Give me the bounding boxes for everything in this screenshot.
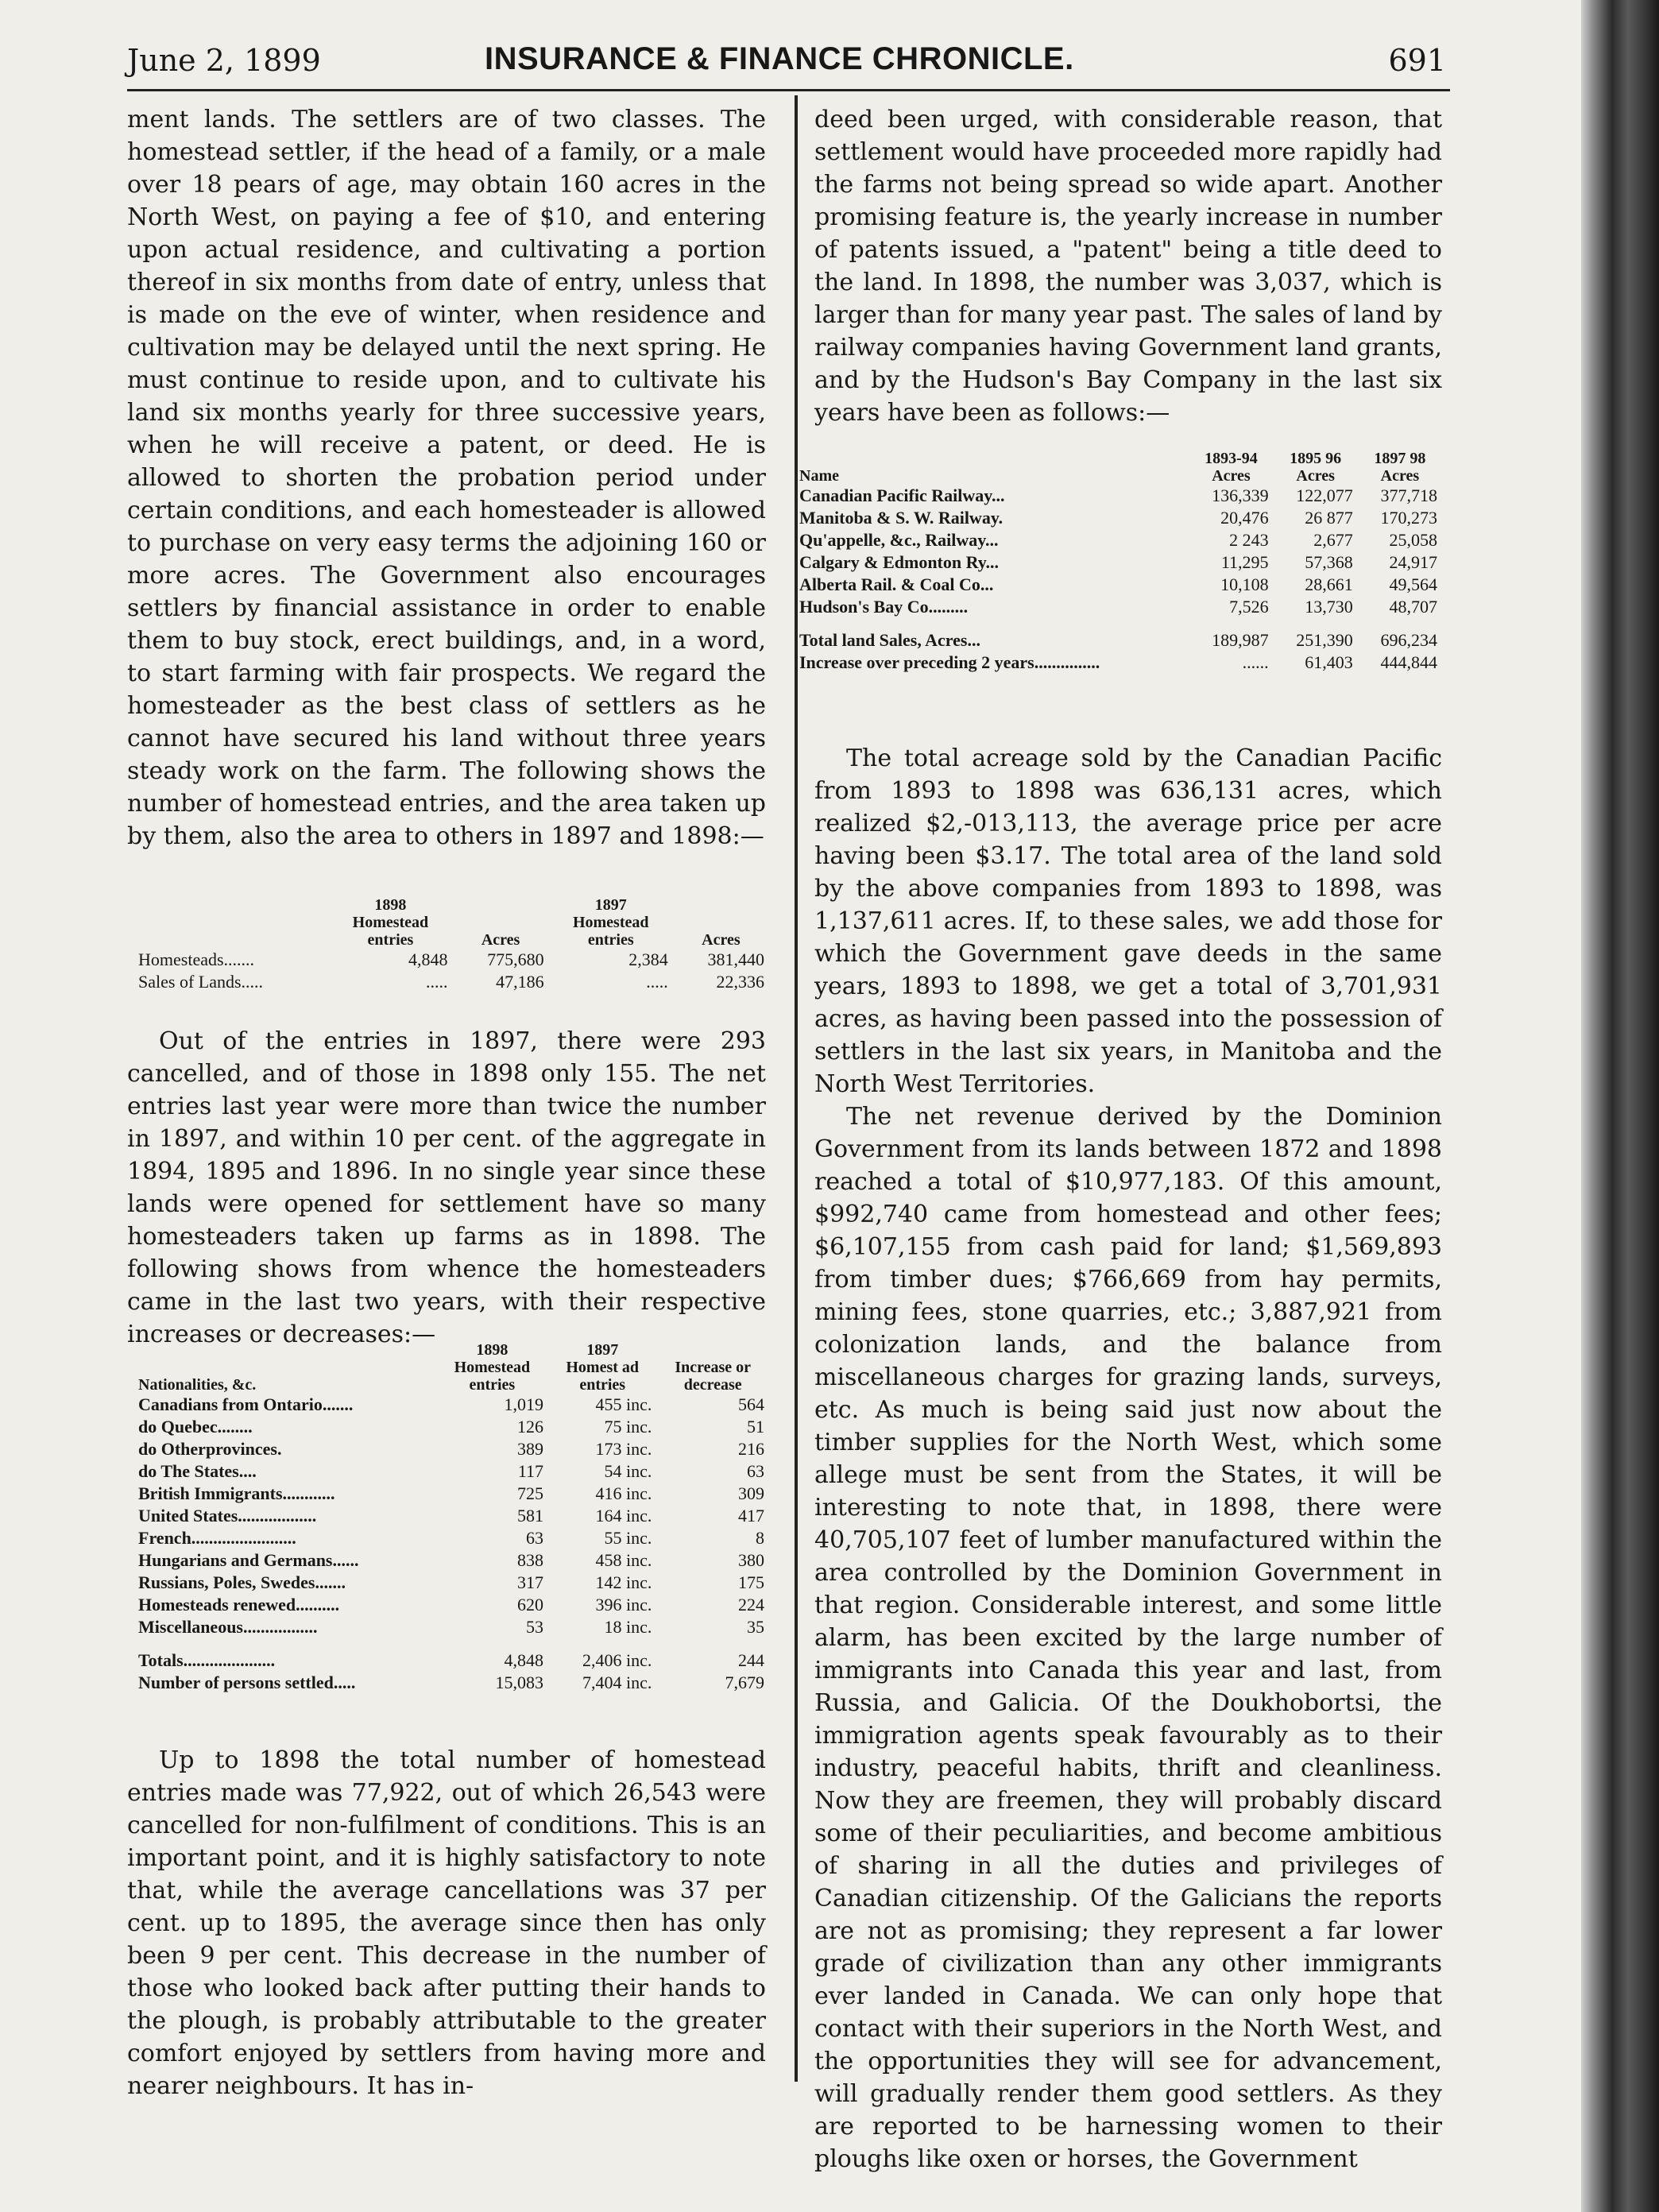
table-cell: 164 inc. (595, 1506, 652, 1526)
table-row-label: Hudson's Bay Co......... (799, 597, 969, 617)
table-cell: 444,844 (1380, 652, 1437, 672)
table-cell: 417 (738, 1506, 764, 1526)
table-cell: 564 (738, 1394, 764, 1414)
land-sales-table (795, 450, 1442, 674)
table-row (795, 551, 1442, 574)
table-cell: 2,406 inc. (582, 1650, 652, 1670)
table-header-cell: 1897 98 Acres (1374, 450, 1426, 485)
table-cell: 57,368 (1305, 552, 1353, 572)
table-row (795, 652, 1442, 674)
table-cell: 20,476 (1220, 508, 1269, 528)
table-header-cell: Nationalities, &c. (138, 1376, 257, 1394)
nationalities-table-grid (133, 1341, 769, 1694)
table-cell: 2,384 (628, 949, 668, 969)
table-cell: 173 inc. (595, 1439, 652, 1459)
table-row-label: British Immigrants............ (138, 1483, 335, 1503)
table-row (133, 1505, 769, 1527)
right-column-lower (814, 742, 1442, 2175)
table-cell: 75 inc. (604, 1417, 652, 1437)
table-row (133, 1483, 769, 1505)
table-row (133, 1527, 769, 1549)
nationalities-table (133, 1341, 769, 1694)
table-cell: 53 (526, 1617, 544, 1637)
right-paragraph-3: The net revenue derived by the Dominion Government from its lands between 1872 and 1898 reached a total of $10,977,183. Of this amount, $992,740 came from homestead and other fees; $6,107,155 from cash paid for land; $1,569,893 from timber dues; $766,669 from hay permits, mining fees, stone quarries, etc.; 3,887,921 from colonization lands, and the balance from miscellaneous charges for grazing lands, surveys, etc. As much is being said just now about the timber supplies for the North West, which some allege must be sent from the States, it will be interesting to note that, in 1898, there were 40,705,107 feet of lumber manufactured within the area controlled by the Dominion Government in that region. Considerable interest, and some little alarm, has been excited by the large number of immigrants into Canada this year and last, from Russia, and Galicia. Of the Doukhobortsi, the immigration agents speak favourably as to their industry, peaceful habits, thrift and cleanliness. Now they are freemen, they will probably discard some of their peculiarities, and become ambitious of sharing in all the duties and privileges of Canadian citizenship. Of the Galicians the reports are not as promising; they represent a far lower grade of civilization than any other immigrants ever landed in Canada. We can only hope that contact with their superiors in the North West, and the opportunities they will see for advancement, will gradually render them good settlers. As they are reported to be harnessing women to their ploughs like oxen or horses, the Government (814, 1103, 1442, 2173)
table-cell: 416 inc. (595, 1483, 652, 1503)
table-cell: ...... (1242, 652, 1269, 672)
table-cell: 54 inc. (604, 1461, 652, 1481)
table-row (133, 971, 769, 993)
table-cell: 175 (738, 1572, 764, 1592)
table-row (133, 1616, 769, 1638)
table-row-label: Hungarians and Germans...... (138, 1550, 359, 1570)
table-row-label: Canadians from Ontario....... (138, 1394, 354, 1414)
right-paragraph-2: The total acreage sold by the Canadian Pacific from 1893 to 1898 was 636,131 acres, which realized $2,-013,113, the average price per acre having been $3.17. The total area of the land sold by the above companies from 1893 to 1898, was 1,137,611 acres. If, to these sales, we add those for which the Government gave deeds in the same years, 1893 to 1898, we get a total of 3,701,931 acres, as having been passed into the possession of settlers in the last six years, in Manitoba and the North West Territories. (814, 744, 1442, 1098)
table-header-cell: Name (799, 467, 839, 485)
table-cell: 10,108 (1220, 574, 1269, 594)
table-cell: 142 inc. (595, 1572, 652, 1592)
table-row-label: Calgary & Edmonton Ry... (799, 552, 1000, 572)
table-row-label: Russians, Poles, Swedes....... (138, 1572, 346, 1592)
table-cell: 26 877 (1305, 508, 1353, 528)
table-row (133, 1594, 769, 1616)
table-row-label: do The States.... (138, 1461, 257, 1481)
left-paragraph-1: ment lands. The settlers are of two classes. The homestead settler, if the head of a family, or a male over 18 pears of age, may obtain 160 acres in the North West, on paying a fee of $10, and entering upon actual residence, and cultivating a portion thereof in six months from date of entry, unless that is made on the eve of winter, when residence and cultivation may be delayed until the next spring. He must continue to reside upon, and to cultivate his land six months yearly for three successive years, when he will receive a patent, or deed. He is allowed to shorten the probation period under certain conditions, and each homesteader is allowed to purchase on very easy terms the adjoining 160 or more acres. The Government also encourages settlers by financial assistance in order to enable them to buy stock, erect buildings, and, in a word, to start farming with fair prospects. We regard the homesteader as the best class of settlers as he cannot have secured his land without three years steady work on the farm. The following shows the number of homestead entries, and the area taken up by them, also the area to others in 1897 and 1898:— (127, 106, 766, 850)
table-cell: 126 (517, 1417, 544, 1437)
table-row-label: Canadian Pacific Railway... (799, 485, 1005, 505)
homestead-table-grid (133, 896, 769, 993)
table-row (795, 529, 1442, 551)
table-cell: 216 (738, 1439, 764, 1459)
table-cell: 380 (738, 1550, 764, 1570)
table-cell: 13,730 (1305, 597, 1353, 617)
table-cell: 25,058 (1389, 530, 1437, 550)
table-cell: 55 inc. (604, 1528, 652, 1548)
table-cell: 28,661 (1305, 574, 1353, 594)
header-title: INSURANCE & FINANCE CHRONICLE. (485, 41, 1074, 76)
homestead-table (133, 896, 769, 993)
table-cell: 11,295 (1220, 552, 1269, 572)
header-rule (127, 89, 1450, 91)
table-cell: 377,718 (1380, 485, 1437, 505)
table-cell: 4,848 (504, 1650, 544, 1670)
table-row-label: Totals..................... (138, 1650, 276, 1670)
page-number: 691 (1388, 43, 1446, 78)
table-row-label: Sales of Lands..... (138, 972, 264, 992)
table-row (133, 1438, 769, 1460)
table-row-label: United States.................. (138, 1506, 317, 1526)
table-cell: 309 (738, 1483, 764, 1503)
table-cell: 2,677 (1313, 530, 1353, 550)
left-column-mid (127, 1025, 766, 1351)
table-row-label: Total land Sales, Acres... (799, 630, 980, 650)
table-row (133, 1394, 769, 1416)
table-row (133, 1572, 769, 1594)
table-cell: 251,390 (1296, 630, 1353, 650)
table-cell: 63 (526, 1528, 544, 1548)
right-paragraph-1: deed been urged, with considerable reason, that settlement would have proceeded more rapidly had the farms not being spread so wide apart. Another promising feature is, the yearly increase in number of patents issued, a "patent" being a title deed to the land. In 1898, the number was 3,037, which is larger than for many year past. The sales of land by railway companies having Government land grants, and by the Hudson's Bay Company in the last six years have been as follows:— (814, 106, 1442, 427)
table-cell: 22,336 (716, 972, 764, 992)
page-header (127, 38, 1446, 86)
table-row-label: Qu'appelle, &c., Railway... (799, 530, 999, 550)
table-cell: 170,273 (1380, 508, 1437, 528)
table-row (133, 1416, 769, 1438)
table-cell: 317 (517, 1572, 544, 1592)
table-cell: 2 243 (1229, 530, 1269, 550)
left-paragraph-3: Up to 1898 the total number of homestead entries made was 77,922, out of which 26,543 were cancelled for non-fulfilment of conditions. This is an important point, and it is highly satisfactory to note that, while the average cancellations was 37 per cent. up to 1895, the average since then has only been 9 per cent. This decrease in the number of those who looked back after putting their hands to the plough, is probably attributable to the greater comfort enjoyed by settlers from having more and nearer neighbours. It has in- (127, 1746, 766, 2100)
table-cell: 49,564 (1389, 574, 1437, 594)
table-cell: ..... (646, 972, 668, 992)
table-header-cell: 1898 Homestead entries (454, 1341, 531, 1394)
table-cell: 455 inc. (595, 1394, 652, 1414)
table-header-cell: Increase or decrease (675, 1359, 752, 1394)
table-row (795, 618, 1442, 652)
table-row-label: Manitoba & S. W. Railway. (799, 508, 1004, 528)
table-row-label: Homesteads....... (138, 949, 255, 969)
table-row (795, 507, 1442, 529)
table-row (133, 949, 769, 971)
table-row-label: do Otherprovinces. (138, 1439, 282, 1459)
table-header-cell: 1897 Homest ad entries (566, 1341, 640, 1394)
table-row (133, 1549, 769, 1572)
land-sales-table-grid (795, 450, 1442, 674)
table-row-label: Miscellaneous................. (138, 1617, 318, 1637)
table-cell: 18 inc. (604, 1617, 652, 1637)
table-cell: 620 (517, 1595, 544, 1615)
table-cell: 224 (738, 1595, 764, 1615)
table-row (795, 574, 1442, 596)
table-row-label: Number of persons settled..... (138, 1673, 356, 1692)
binding-gutter (1581, 0, 1659, 2212)
table-cell: 4,848 (408, 949, 448, 969)
table-header-cell: 1893-94 Acres (1205, 450, 1258, 485)
table-cell: ..... (425, 972, 448, 992)
table-cell: 381,440 (707, 949, 764, 969)
table-cell: 136,339 (1212, 485, 1269, 505)
table-cell: 725 (517, 1483, 544, 1503)
left-column (127, 103, 766, 853)
table-cell: 7,526 (1229, 597, 1269, 617)
table-cell: 189,987 (1212, 630, 1269, 650)
table-cell: 838 (517, 1550, 544, 1570)
table-row (795, 485, 1442, 507)
table-row (795, 596, 1442, 618)
table-cell: 396 inc. (595, 1595, 652, 1615)
table-cell: 15,083 (495, 1673, 544, 1692)
table-cell: 63 (747, 1461, 764, 1481)
table-header-cell: Acres (702, 931, 741, 949)
table-cell: 35 (747, 1617, 764, 1637)
table-cell: 8 (756, 1528, 764, 1548)
table-header-cell: 1895 96 Acres (1290, 450, 1342, 485)
left-paragraph-2: Out of the entries in 1897, there were 293 cancelled, and of those in 1898 only 155. The net entries last year were more than twice the number in 1897, and within 10 per cent. of the aggregate in 1894, 1895 and 1896. In no single year since these lands were opened for settlement have so many homesteaders taken up farms as in 1898. The following shows from whence the homesteaders came in the last two years, with their respective increases or decreases:— (127, 1027, 766, 1348)
table-cell: 7,404 inc. (582, 1673, 652, 1692)
table-row-label: do Quebec........ (138, 1417, 253, 1437)
table-header-cell: 1897 Homestead entries (572, 896, 649, 949)
column-divider (795, 95, 798, 2082)
table-cell: 7,679 (725, 1673, 764, 1692)
table-cell: 458 inc. (595, 1550, 652, 1570)
table-header-cell: Acres (481, 931, 520, 949)
table-cell: 61,403 (1305, 652, 1353, 672)
table-row (133, 1638, 769, 1672)
table-cell: 48,707 (1389, 597, 1437, 617)
header-date: June 2, 1899 (127, 43, 321, 78)
table-cell: 24,917 (1389, 552, 1437, 572)
table-header-cell (133, 896, 328, 949)
table-row (133, 1460, 769, 1483)
table-cell: 1,019 (504, 1394, 544, 1414)
right-column (814, 103, 1442, 429)
left-column-bottom (127, 1744, 766, 2102)
table-cell: 389 (517, 1439, 544, 1459)
table-row-label: French........................ (138, 1528, 296, 1548)
table-row-label: Alberta Rail. & Coal Co... (799, 574, 994, 594)
table-cell: 244 (738, 1650, 764, 1670)
table-row (133, 1672, 769, 1694)
table-cell: 47,186 (496, 972, 544, 992)
table-cell: 117 (517, 1461, 544, 1481)
table-cell: 775,680 (487, 949, 544, 969)
table-header-cell: 1898 Homestead entries (352, 896, 429, 949)
table-cell: 122,077 (1296, 485, 1353, 505)
table-cell: 581 (517, 1506, 544, 1526)
table-cell: 51 (747, 1417, 764, 1437)
table-cell: 696,234 (1380, 630, 1437, 650)
table-row-label: Homesteads renewed.......... (138, 1595, 340, 1615)
table-row-label: Increase over preceding 2 years............... (799, 652, 1100, 672)
